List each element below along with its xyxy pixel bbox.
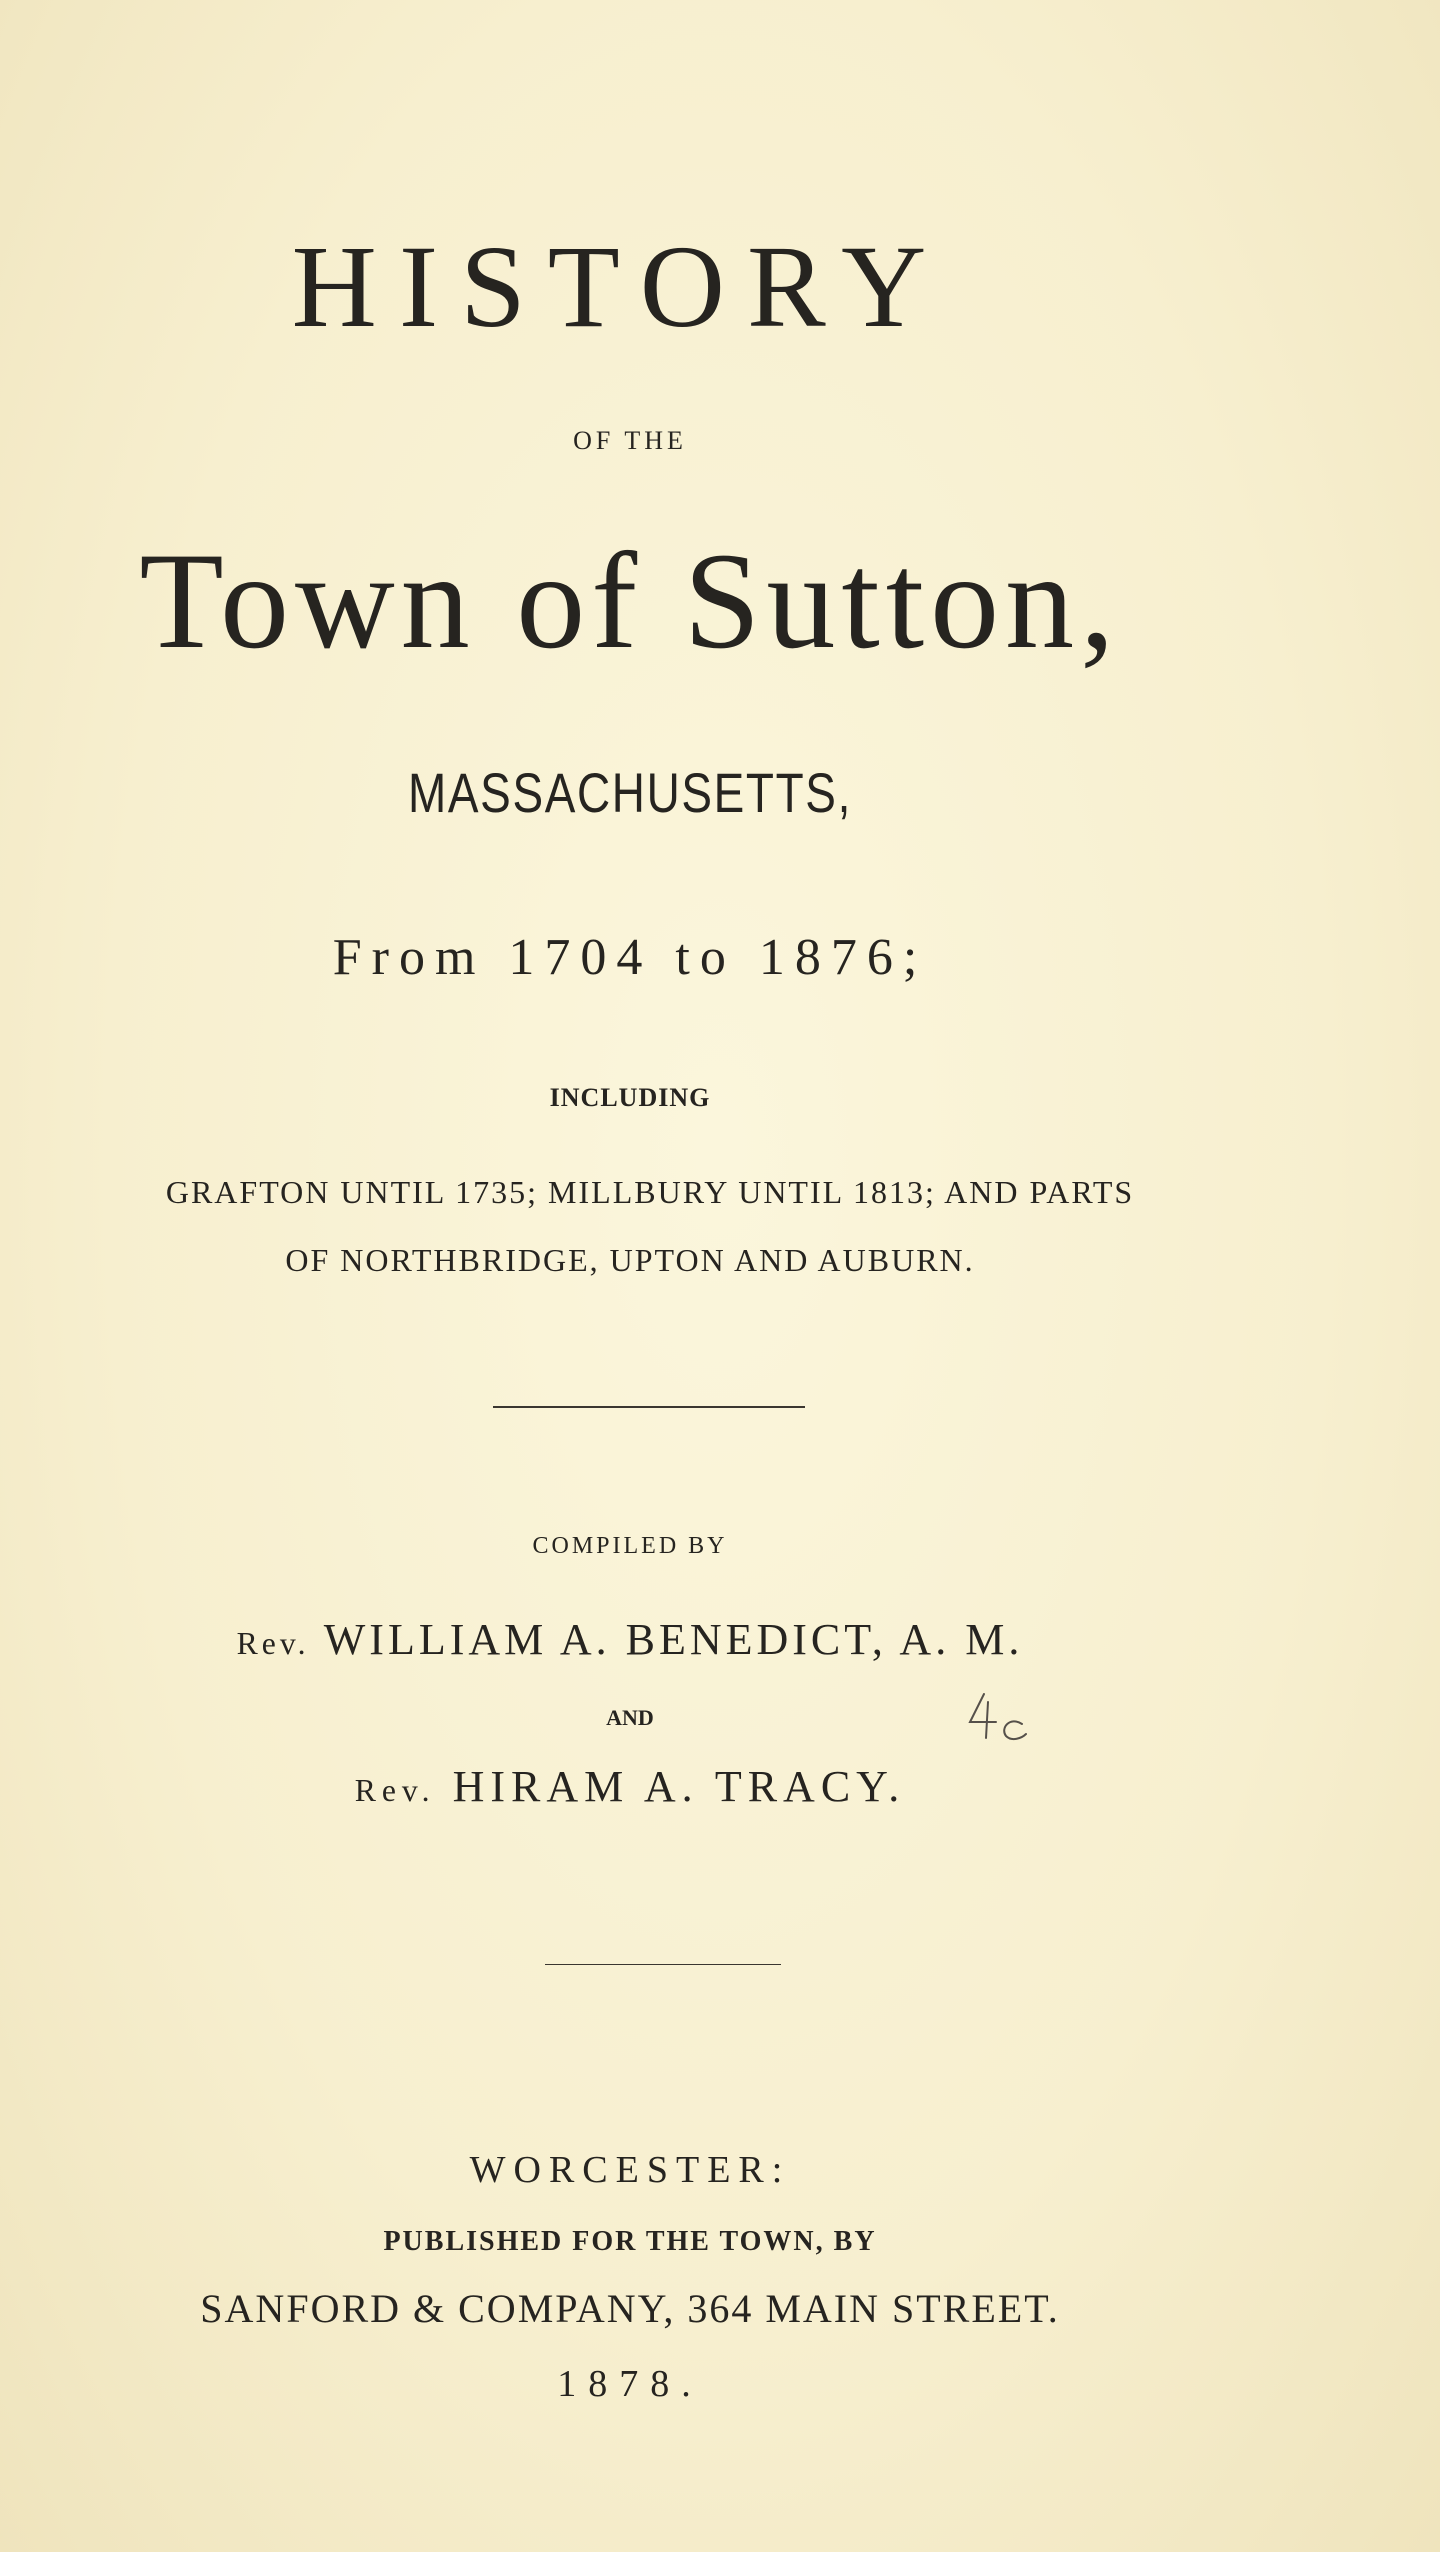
publication-place: WORCESTER: xyxy=(469,2149,791,2191)
divider-rule-lower xyxy=(545,1964,781,1965)
book-title: HISTORY xyxy=(291,221,949,352)
author-2 xyxy=(0,1762,1350,1811)
compiled-by-label: COMPILED BY xyxy=(532,1533,728,1559)
and-label: AND xyxy=(606,1705,654,1730)
including-label: INCLUDING xyxy=(549,1083,711,1112)
author-1-name: WILLIAM A. BENEDICT, A. M. xyxy=(323,1615,1024,1664)
included-places-line-1: GRAFTON UNTIL 1735; MILLBURY UNTIL 1813; AND PARTS xyxy=(165,1174,1135,1210)
author-2-name: HIRAM A. TRACY. xyxy=(452,1762,906,1811)
state-name: MASSACHUSETTS, xyxy=(408,761,852,824)
author-1-prefix: Rev. xyxy=(236,1626,310,1661)
of-the-label: OF THE xyxy=(573,426,687,455)
publication-year: 1878. xyxy=(557,2363,703,2405)
publisher-name: SANFORD & COMPANY, 364 MAIN STREET. xyxy=(200,2286,1060,2331)
included-places-line-2: OF NORTHBRIDGE, UPTON AND AUBURN. xyxy=(285,1242,975,1278)
author-1 xyxy=(0,1615,1350,1664)
pencil-mark xyxy=(962,1688,1032,1748)
published-for-label: PUBLISHED FOR THE TOWN, BY xyxy=(383,2226,877,2257)
divider-rule-upper xyxy=(493,1406,805,1408)
town-name: Town of Sutton, xyxy=(139,524,1121,677)
author-2-prefix: Rev. xyxy=(354,1773,436,1808)
year-range: From 1704 to 1876; xyxy=(332,929,928,986)
